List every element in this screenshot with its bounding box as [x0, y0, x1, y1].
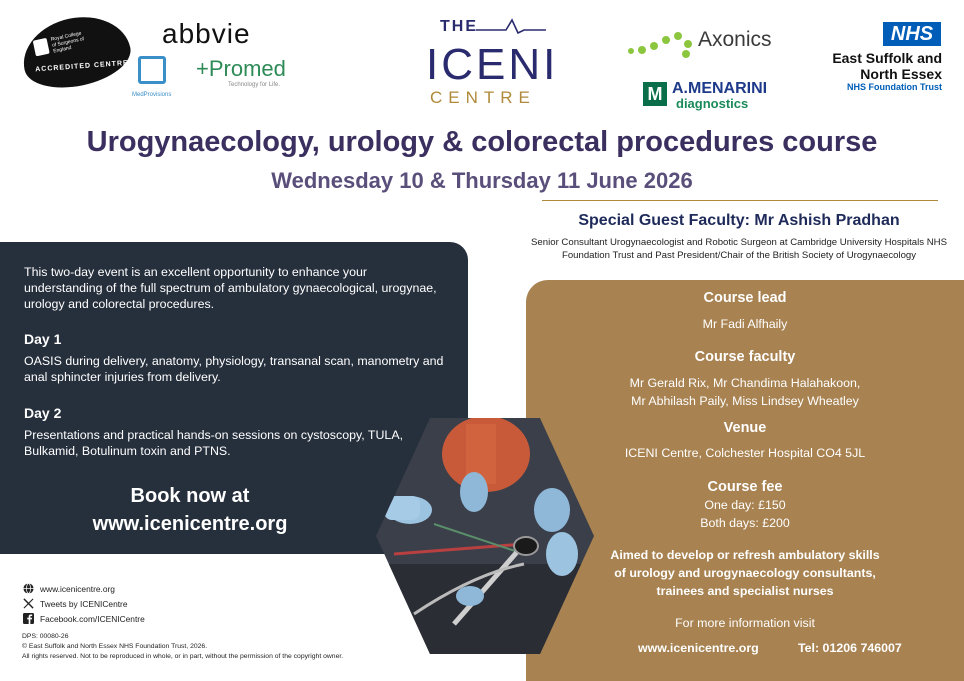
course-lead-heading: Course lead [703, 290, 787, 306]
course-dates: Wednesday 10 & Thursday 11 June 2026 [271, 168, 693, 193]
course-faculty-line1: Mr Gerald Rix, Mr Chandima Halahakoon, [629, 376, 861, 390]
rcs-crest-icon [33, 38, 50, 57]
rcs-accredited-centre-logo [16, 8, 136, 97]
footer-website[interactable]: www.icenicentre.org [40, 584, 115, 594]
menarini-logo: A.MENARINI [672, 80, 768, 97]
intro-text: This two-day event is an excellent opportunity to enhance your understanding of the full spectrum of ambulatory gynaecological, urogynae, urology and colorectal procedures. [24, 265, 437, 311]
guest-faculty-description: Senior Consultant Urogynaecologist and Robotic Surgeon at Cambridge University Hospitals NHS Foundation Trust and Past President/Chair of the British Society of Urogynaecology [531, 237, 947, 261]
iceni-logo-centre: CENTRE [430, 88, 536, 107]
venue-heading: Venue [723, 420, 767, 436]
guest-faculty-heading: Special Guest Faculty: Mr Ashish Pradhan [578, 212, 900, 229]
divider [542, 200, 938, 201]
course-faculty-line2: Mr Abhilash Paily, Miss Lindsey Wheatley [631, 394, 859, 408]
axonics-logo: Axonics [698, 28, 772, 51]
nhs-foundation-trust: NHS Foundation Trust [847, 82, 942, 92]
aim-line2: of urology and urogynaecology consultants, [614, 566, 876, 580]
menarini-diagnostics: diagnostics [676, 96, 749, 111]
rcs-name: Royal College of Surgeons of England [50, 30, 85, 55]
aim-line3: trainees and specialist nurses [656, 584, 834, 598]
more-info-text: For more information visit [675, 616, 815, 630]
abbvie-logo: abbvie [162, 18, 251, 49]
copyright-text: © East Suffolk and North Essex NHS Foundation Trust, 2026. [22, 643, 208, 650]
fee-both-days: Both days: £200 [700, 516, 790, 530]
footer-x-link[interactable]: Tweets by ICENICentre [40, 599, 128, 609]
footer-facebook-link[interactable]: Facebook.com/ICENICentre [40, 614, 145, 624]
venue-text: ICENI Centre, Colchester Hospital CO4 5JL [624, 446, 866, 460]
facebook-icon [23, 613, 34, 624]
menarini-m-icon: M [643, 82, 667, 106]
promed-logo: +Promed [196, 56, 286, 81]
fee-one-day: One day: £150 [704, 498, 786, 512]
procedure-photo [374, 414, 596, 658]
dps-code: DPS: 00080-26 [22, 633, 69, 640]
course-fee-heading: Course fee [707, 479, 783, 495]
day1-text: OASIS during delivery, anatomy, physiology, transanal scan, manometry and anal sphincter injuries from delivery. [24, 354, 444, 384]
iceni-logo-main: ICENI [426, 40, 559, 89]
aim-line1: Aimed to develop or refresh ambulatory skills [610, 548, 880, 562]
day2-text: Presentations and practical hands-on sessions on cystoscopy, TULA, Bulkamid, Botulinum toxin and PTNS. [24, 428, 404, 458]
axonics-dots-icon [628, 30, 694, 60]
course-faculty-heading: Course faculty [694, 349, 796, 365]
rcs-arc-text: ACCREDITED CENTRE [35, 59, 129, 74]
medprovisions-cross-icon [138, 56, 166, 84]
iceni-heartbeat-icon [476, 18, 546, 34]
nhs-trust-name: East Suffolk and North Essex [832, 50, 942, 82]
day2-heading: Day 2 [24, 405, 62, 421]
nhs-logo: NHS [883, 22, 941, 46]
course-title: Urogynaecology, urology & colorectal procedures course [86, 126, 878, 158]
globe-icon [23, 583, 34, 594]
phone-number[interactable]: Tel: 01206 746007 [798, 641, 902, 655]
rights-text: All rights reserved. Not to be reproduced in whole, or in part, without the permission of the copyright owner. [22, 653, 344, 660]
iceni-logo-the: THE [440, 18, 478, 35]
course-lead-name: Mr Fadi Alfhaily [702, 317, 788, 331]
website-link[interactable]: www.icenicentre.org [638, 641, 759, 655]
x-logo-icon [23, 598, 34, 609]
day1-heading: Day 1 [24, 331, 62, 347]
medprovisions-logo-text: MedProvisions [132, 92, 172, 98]
promed-tagline: Technology for Life. [228, 82, 281, 88]
book-now[interactable]: Book now at www.icenicentre.org [92, 485, 288, 535]
